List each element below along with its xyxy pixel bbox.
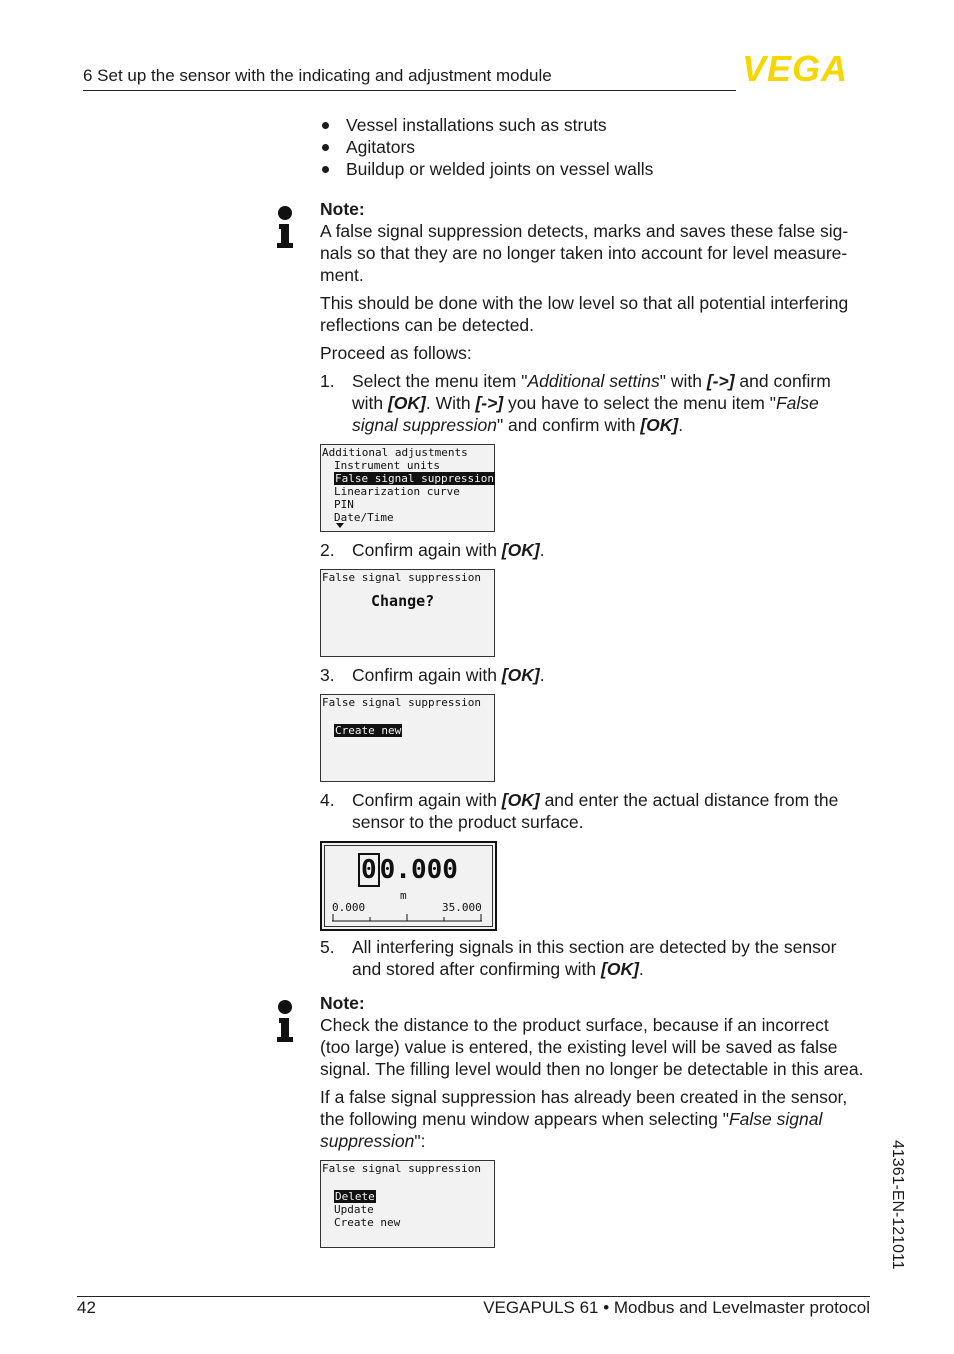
display-create-new: False signal suppression Create new xyxy=(320,694,495,782)
note-paragraph: Check the distance to the product surface, because if an incorrect (too large) value is entered, the existing level will be saved as false signal. The filling level would then no longer be detectable in this area. xyxy=(320,1015,864,1079)
note-label: Note: xyxy=(320,199,365,219)
display-distance-entry: 0 0.000 m 0.000 35.000 xyxy=(320,841,497,931)
step-2: 2. Confirm again with [OK]. xyxy=(320,540,545,560)
vega-logo-text: VEGA xyxy=(742,52,849,84)
info-icon xyxy=(276,1000,294,1047)
footer-rule xyxy=(77,1296,870,1297)
note-label: Note: xyxy=(320,993,365,1013)
note-paragraph: If a false signal suppression has already been created in the sensor, the following menu window appears when selecting "False signal suppression": xyxy=(320,1087,848,1151)
display-selected-item: False signal suppression xyxy=(335,472,494,485)
display-menu-additional-adjustments: Additional adjustments Instrument units False signal suppression Linearization curve PIN Date/Time xyxy=(320,444,495,532)
display-change-prompt: False signal suppression Change? xyxy=(320,569,495,657)
scale-bar xyxy=(332,913,484,923)
edit-cursor: 0 xyxy=(358,853,380,887)
step-1: 1. Select the menu item "Additional settins" with [->] and confirm with [OK]. With [->] you have to select the menu item "False signal suppression" and confirm with [OK]. xyxy=(320,371,831,435)
bullet-item: Buildup or welded joints on vessel walls xyxy=(320,158,880,180)
vega-logo-graphic xyxy=(742,52,872,84)
bullet-item: Agitators xyxy=(320,136,880,158)
vega-logo xyxy=(742,52,872,89)
display-existing-suppression-menu: False signal suppression Delete Update Create new xyxy=(320,1160,495,1248)
display-selected-item: Create new xyxy=(335,724,402,737)
bullet-item: Vessel installations such as struts xyxy=(320,114,880,136)
header-rule xyxy=(83,90,736,91)
document-code: 41361-EN-121011 xyxy=(889,1140,906,1270)
scroll-down-icon xyxy=(336,523,344,528)
proceed-text: Proceed as follows: xyxy=(320,343,472,363)
bullet-list xyxy=(320,114,880,180)
display-selected-item: Delete xyxy=(335,1190,375,1203)
footer-title: VEGAPULS 61 • Modbus and Levelmaster protocol xyxy=(483,1298,870,1317)
page-number: 42 xyxy=(77,1298,96,1317)
info-icon xyxy=(276,206,294,253)
note-paragraph: A false signal suppression detects, marks and saves these false sig- nals so that they are no longer taken into account for level measure- ment. xyxy=(320,221,849,285)
step-3: 3. Confirm again with [OK]. xyxy=(320,665,545,685)
step-4: 4. Confirm again with [OK] and enter the actual distance from the sensor to the product surface. xyxy=(320,790,839,832)
note-paragraph: This should be done with the low level so that all potential interfering reflections can be detected. xyxy=(320,293,849,335)
header-title: 6 Set up the sensor with the indicating and adjustment module xyxy=(83,66,552,85)
step-5: 5. All interfering signals in this section are detected by the sensor and stored after confirming with [OK]. xyxy=(320,937,837,979)
